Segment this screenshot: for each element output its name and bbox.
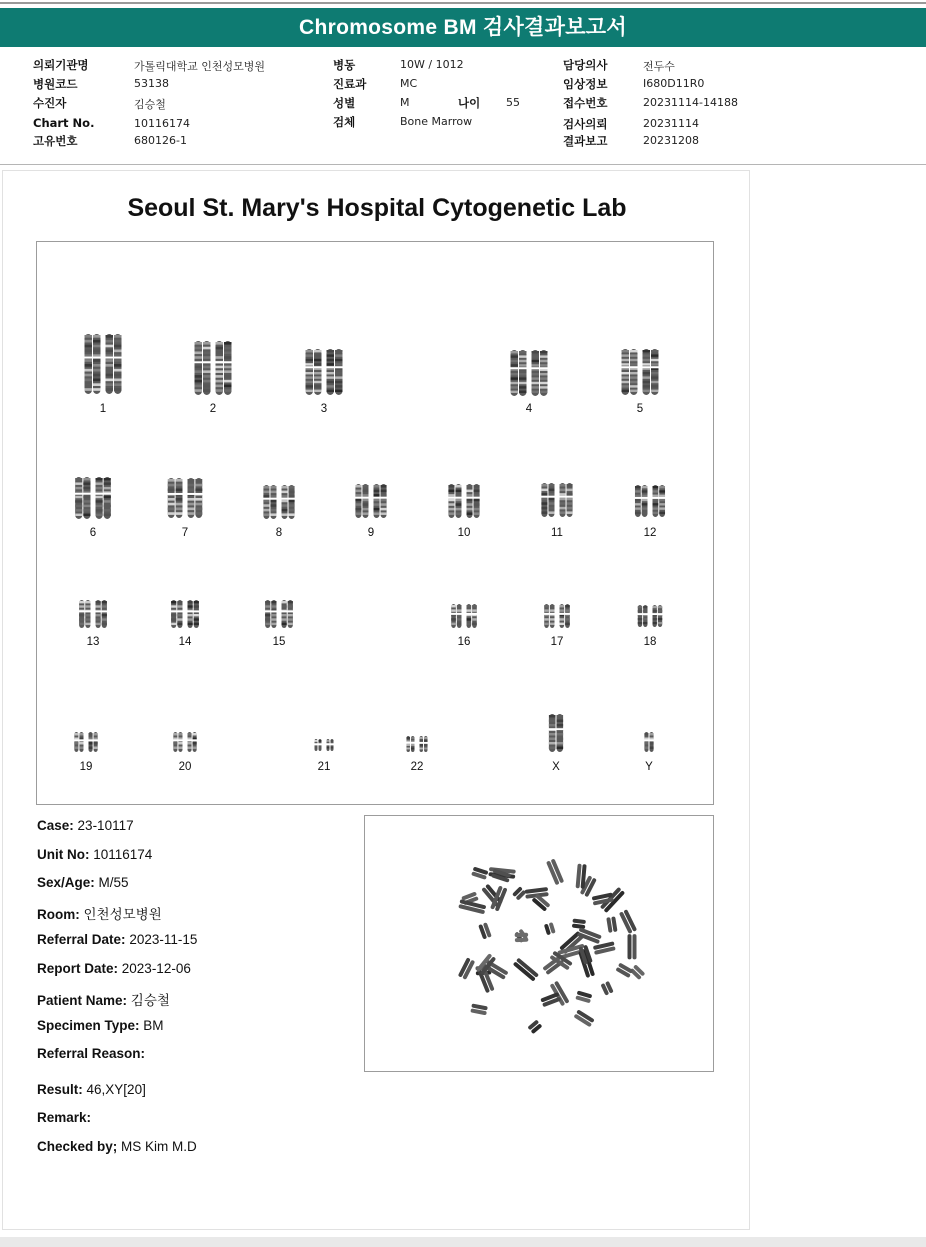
department-value: MC (400, 77, 418, 90)
metaphase-chromosome (572, 919, 586, 930)
chromosome-label-16: 16 (457, 636, 471, 648)
checked-row (37, 1139, 197, 1154)
accession-value: 20231114-14188 (643, 96, 738, 109)
specimen-label: 검체 (333, 115, 356, 129)
chromosome-label-15: 15 (272, 636, 286, 648)
chromosome-pair-X (545, 713, 567, 757)
chromosome-pair-3 (301, 348, 347, 400)
hospital-code-label: 병원코드 (33, 77, 78, 91)
checked-label: Checked by; (37, 1139, 118, 1154)
metaphase-chromosome (540, 992, 561, 1007)
age-label: 나이 (458, 96, 481, 110)
unique-no-value: 680126-1 (134, 134, 187, 147)
result-row (37, 1082, 146, 1097)
report-date-value: 20231208 (643, 134, 699, 147)
chromosome-pair-14 (162, 599, 208, 633)
chromosome-label-12: 12 (643, 527, 657, 539)
sexage-row (37, 875, 129, 890)
unit-value: 10116174 (93, 847, 153, 862)
doctor-label: 담당의사 (563, 58, 608, 72)
sexage-label: Sex/Age: (37, 875, 95, 890)
report-title-bar (0, 8, 926, 47)
chromosome-pair-5 (617, 348, 663, 400)
hospital-code-value: 53138 (134, 77, 169, 90)
request-date-value: 20231114 (643, 117, 699, 130)
metaphase-chromosome (593, 941, 616, 955)
chromosome-label-7: 7 (181, 527, 189, 539)
metaphase-chromosome (470, 1003, 488, 1015)
room-value: 인천성모병원 (83, 907, 162, 922)
unit-label: Unit No: (37, 847, 90, 862)
sexage-value: M/55 (98, 875, 129, 890)
chromosome-pair-18 (627, 604, 673, 632)
report-date-row (37, 961, 191, 976)
chromosome-pair-6 (70, 476, 116, 524)
metaphase-chromosome (577, 927, 602, 944)
chromosome-pair-2 (190, 340, 236, 400)
specimen-type-row (37, 1018, 164, 1033)
chromosome-pair-8 (256, 484, 302, 524)
karyotype-image (36, 241, 714, 805)
room-row (37, 903, 162, 923)
metaphase-chromosome (615, 963, 633, 979)
bottom-strip (0, 1237, 926, 1247)
chromosome-pair-7 (162, 477, 208, 523)
chromosome-pair-9 (348, 483, 394, 523)
report-title: Chromosome BM 검사결과보고서 (299, 16, 627, 39)
chromosome-pair-19 (63, 731, 109, 757)
metaphase-spread-image (364, 815, 714, 1072)
metaphase-chromosome (606, 916, 617, 933)
chromosome-label-3: 3 (320, 403, 328, 415)
institution-label: 의뢰기관명 (33, 58, 89, 72)
metaphase-chromosome (513, 958, 539, 982)
chromosome-pair-20 (162, 731, 208, 757)
chromosome-pair-11 (534, 482, 580, 522)
ward-label: 병동 (333, 58, 356, 72)
metaphase-chromosome (600, 981, 613, 996)
metaphase-chromosome (512, 886, 526, 900)
metaphase-chromosome (527, 1019, 542, 1034)
chromosome-pair-1 (80, 333, 126, 399)
case-row (37, 818, 134, 833)
result-label: Result: (37, 1082, 83, 1097)
chromosome-pair-10 (441, 483, 487, 523)
chromosome-label-20: 20 (178, 761, 192, 773)
chromosome-label-17: 17 (550, 636, 564, 648)
chromosome-pair-21 (301, 737, 347, 756)
unit-row (37, 847, 152, 862)
chromosome-label-Y: Y (645, 761, 653, 773)
chromosome-label-10: 10 (457, 527, 471, 539)
patient-label: 수진자 (33, 96, 67, 110)
chromosome-label-2: 2 (209, 403, 217, 415)
chromosome-label-6: 6 (89, 527, 97, 539)
chart-no-label: Chart No. (33, 116, 95, 130)
metaphase-chromosome (546, 858, 564, 885)
metaphase-chromosome (619, 909, 637, 934)
referral-date-label: Referral Date: (37, 932, 126, 947)
chromosome-pair-15 (256, 599, 302, 633)
referral-reason-row (37, 1046, 145, 1061)
sex-value: M (400, 96, 410, 109)
lab-title: Seoul St. Mary's Hospital Cytogenetic Lab (127, 194, 627, 222)
chart-no-value: 10116174 (134, 117, 190, 130)
doctor-value: 전두수 (643, 60, 675, 73)
info-divider (0, 164, 926, 165)
chromosome-label-9: 9 (367, 527, 375, 539)
clinical-info-value: I680D11R0 (643, 77, 705, 90)
report-date-label: 결과보고 (563, 134, 608, 148)
room-label: Room: (37, 907, 80, 922)
metaphase-chromosome (575, 990, 592, 1003)
chromosome-label-11: 11 (551, 527, 563, 539)
chromosome-label-18: 18 (643, 636, 657, 648)
metaphase-chromosome (628, 934, 637, 959)
ward-value: 10W / 1012 (400, 58, 464, 71)
unique-no-label: 고유번호 (33, 134, 78, 148)
checked-value: MS Kim M.D (121, 1139, 197, 1154)
referral-date-value: 2023-11-15 (129, 932, 198, 947)
clinical-info-label: 임상정보 (563, 77, 608, 91)
report-date-value: 2023-12-06 (121, 961, 191, 976)
chromosome-label-8: 8 (275, 527, 283, 539)
specimen-type-value: BM (143, 1018, 164, 1033)
age-value: 55 (506, 96, 520, 109)
chromosome-pair-16 (441, 603, 487, 633)
request-date-label: 검사의뢰 (563, 117, 608, 131)
patient-name-row (37, 989, 170, 1009)
metaphase-spread-drawing (365, 816, 713, 1071)
case-value: 23-10117 (77, 818, 134, 833)
chromosome-label-21: 21 (317, 761, 331, 773)
remark-row (37, 1110, 91, 1125)
chromosome-label-5: 5 (636, 403, 644, 415)
chromosome-pair-13 (70, 599, 116, 633)
metaphase-chromosome (478, 922, 492, 939)
report-date-label: Report Date: (37, 961, 119, 976)
chromosome-pair-22 (394, 735, 440, 757)
chromosome-label-14: 14 (178, 636, 192, 648)
result-value: 46,XY[20] (86, 1082, 146, 1097)
chromosome-pair-Y (638, 731, 660, 757)
chromosome-label-4: 4 (525, 403, 533, 415)
chromosome-pair-12 (627, 484, 673, 522)
sex-label: 성별 (333, 96, 356, 110)
top-rule (0, 2, 926, 4)
patient-value: 김승철 (134, 98, 166, 111)
chromosome-label-19: 19 (79, 761, 93, 773)
case-label: Case: (37, 818, 74, 833)
remark-label: Remark: (37, 1110, 92, 1125)
referral-reason-label: Referral Reason: (37, 1046, 146, 1061)
department-label: 진료과 (333, 77, 367, 91)
chromosome-label-X: X (552, 761, 560, 773)
metaphase-chromosome (471, 867, 488, 880)
specimen-value: Bone Marrow (400, 115, 473, 128)
institution-value: 가톨릭대학교 인천성모병원 (134, 60, 266, 73)
chromosome-label-22: 22 (410, 761, 424, 773)
specimen-type-label: Specimen Type: (37, 1018, 140, 1033)
patient-name-label: Patient Name: (37, 993, 128, 1008)
chromosome-label-13: 13 (86, 636, 100, 648)
metaphase-chromosome (458, 957, 475, 980)
chromosome-label-1: 1 (99, 403, 107, 415)
chromosome-pair-17 (534, 603, 580, 633)
metaphase-chromosome (573, 1009, 594, 1027)
accession-label: 접수번호 (563, 96, 608, 110)
patient-name-value: 김승철 (130, 993, 170, 1008)
referral-date-row (37, 932, 197, 947)
chromosome-pair-4 (506, 349, 552, 401)
metaphase-chromosome (544, 922, 556, 935)
